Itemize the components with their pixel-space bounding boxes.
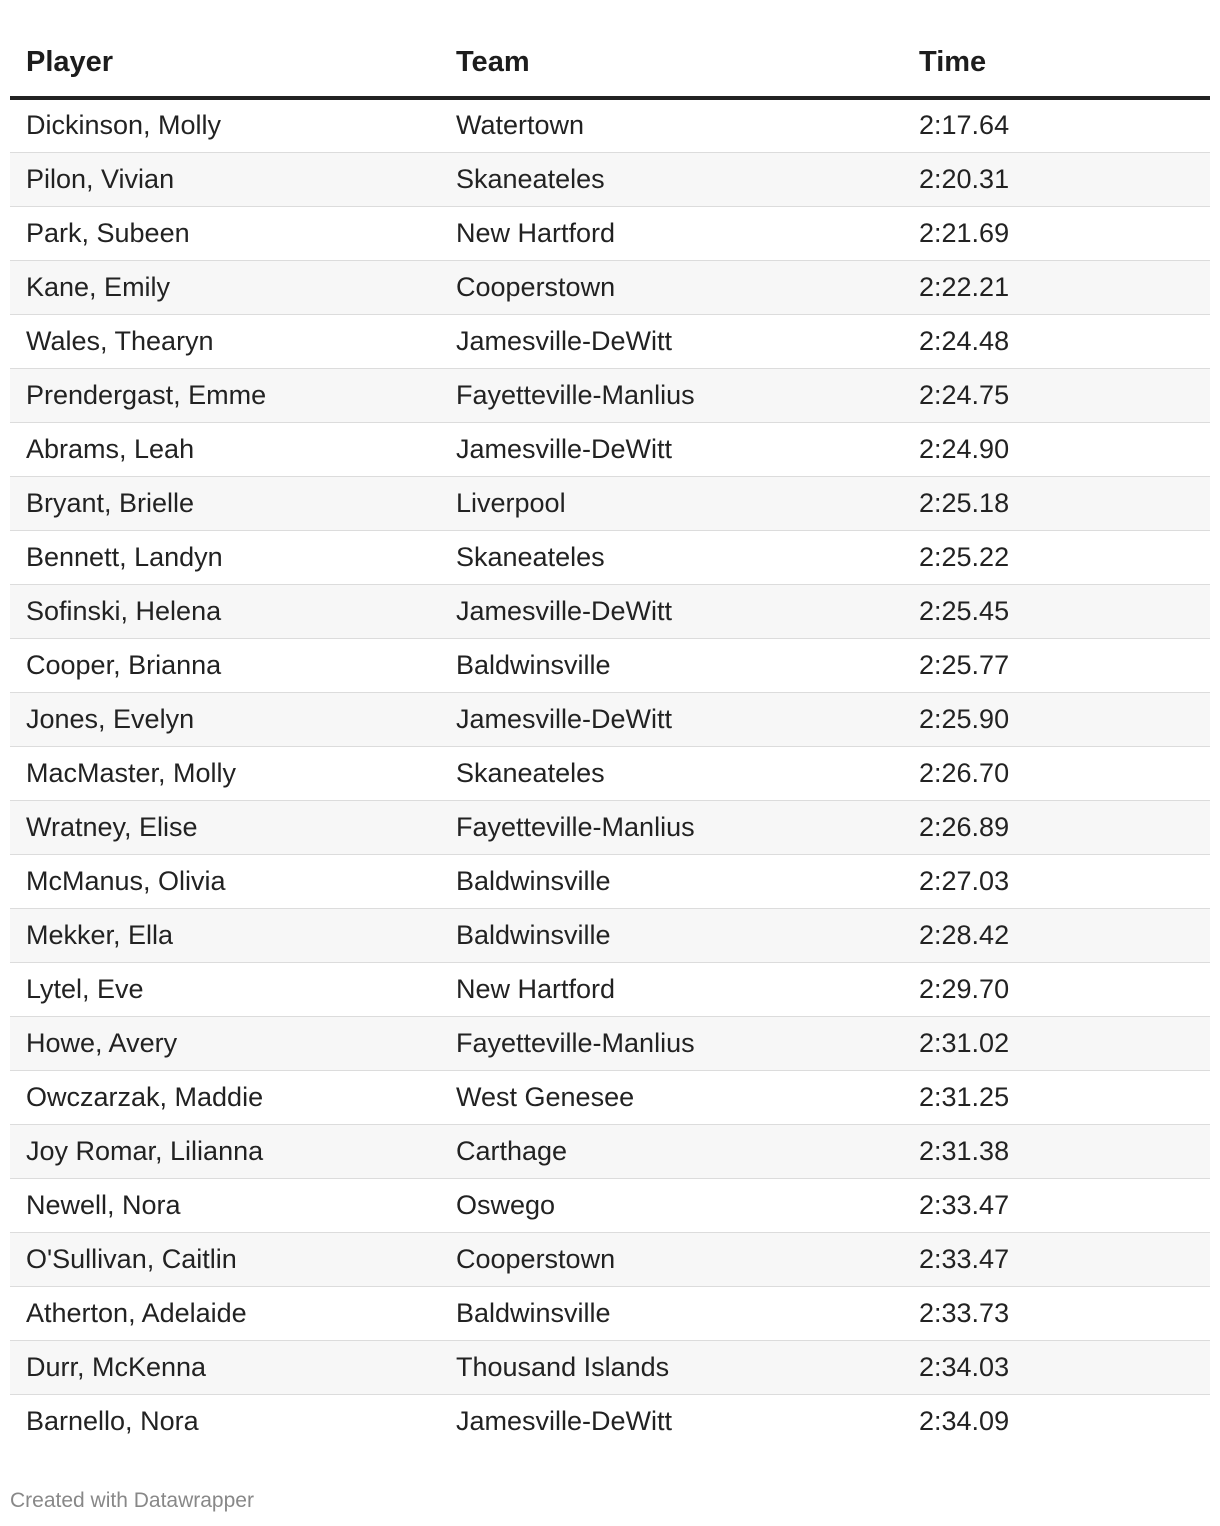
team-cell: Jamesville-DeWitt	[440, 314, 903, 368]
player-cell: Park, Subeen	[10, 206, 440, 260]
time-cell: 2:25.77	[903, 638, 1210, 692]
player-cell: Mekker, Ella	[10, 908, 440, 962]
table-body	[10, 98, 1210, 1448]
team-cell: Thousand Islands	[440, 1340, 903, 1394]
table-row	[10, 1070, 1210, 1124]
time-cell: 2:24.90	[903, 422, 1210, 476]
team-cell: Oswego	[440, 1178, 903, 1232]
time-cell: 2:31.02	[903, 1016, 1210, 1070]
table-row	[10, 368, 1210, 422]
team-cell: Fayetteville-Manlius	[440, 1016, 903, 1070]
table-row	[10, 746, 1210, 800]
team-cell: Skaneateles	[440, 530, 903, 584]
team-cell: Skaneateles	[440, 152, 903, 206]
player-cell: Wales, Thearyn	[10, 314, 440, 368]
table-row	[10, 152, 1210, 206]
time-cell: 2:27.03	[903, 854, 1210, 908]
table-row	[10, 962, 1210, 1016]
table-row	[10, 1286, 1210, 1340]
column-header-player[interactable]: Player	[10, 28, 440, 98]
player-cell: MacMaster, Molly	[10, 746, 440, 800]
team-cell: Jamesville-DeWitt	[456, 1405, 673, 1436]
time-cell: 2:26.70	[903, 746, 1210, 800]
team-cell: Cooperstown	[440, 260, 903, 314]
column-header-team[interactable]: Team	[440, 28, 903, 98]
player-cell: Owczarzak, Maddie	[10, 1070, 440, 1124]
header-row	[10, 28, 1210, 98]
results-table	[10, 28, 1210, 1448]
player-cell: Howe, Avery	[10, 1016, 440, 1070]
team-cell: New Hartford	[440, 206, 903, 260]
player-cell: Atherton, Adelaide	[10, 1286, 440, 1340]
team-cell: Carthage	[440, 1124, 903, 1178]
table-row	[10, 854, 1210, 908]
table-row	[10, 800, 1210, 854]
team-cell: Jamesville-DeWitt	[440, 422, 903, 476]
time-cell: 2:34.09	[919, 1405, 1010, 1436]
table-row	[10, 1232, 1210, 1286]
player-cell: Cooper, Brianna	[10, 638, 440, 692]
team-cell: Jamesville-DeWitt	[440, 692, 903, 746]
time-cell: 2:28.42	[903, 908, 1210, 962]
team-cell: Fayetteville-Manlius	[440, 368, 903, 422]
player-cell: Jones, Evelyn	[10, 692, 440, 746]
time-cell: 2:20.31	[903, 152, 1210, 206]
player-cell: Pilon, Vivian	[10, 152, 440, 206]
player-cell: Kane, Emily	[10, 260, 440, 314]
time-cell: 2:25.18	[903, 476, 1210, 530]
table-header	[10, 28, 1210, 98]
table-row	[10, 1340, 1210, 1394]
table-row	[10, 476, 1210, 530]
time-cell: 2:33.73	[903, 1286, 1210, 1340]
player-cell: Lytel, Eve	[10, 962, 440, 1016]
player-cell: Durr, McKenna	[10, 1340, 440, 1394]
player-cell: O'Sullivan, Caitlin	[10, 1232, 440, 1286]
datawrapper-credit: Created with Datawrapper	[10, 1489, 254, 1512]
time-cell: 2:25.45	[903, 584, 1210, 638]
time-cell: 2:34.03	[903, 1340, 1210, 1394]
time-cell: 2:33.47	[903, 1232, 1210, 1286]
team-cell: Jamesville-DeWitt	[440, 584, 903, 638]
table-row	[10, 692, 1210, 746]
table-row	[10, 98, 1210, 152]
time-cell: 2:21.69	[903, 206, 1210, 260]
player-cell: Newell, Nora	[10, 1178, 440, 1232]
team-cell: Baldwinsville	[440, 908, 903, 962]
player-cell: Sofinski, Helena	[10, 584, 440, 638]
time-cell: 2:24.75	[903, 368, 1210, 422]
player-cell: Barnello, Nora	[26, 1405, 199, 1436]
player-cell: Joy Romar, Lilianna	[10, 1124, 440, 1178]
table-row	[10, 584, 1210, 638]
time-cell: 2:31.38	[903, 1124, 1210, 1178]
time-cell: 2:26.89	[903, 800, 1210, 854]
time-cell: 2:22.21	[903, 260, 1210, 314]
player-cell: Dickinson, Molly	[10, 98, 440, 152]
team-cell: Watertown	[440, 98, 903, 152]
table-row	[10, 314, 1210, 368]
table-row	[10, 530, 1210, 584]
player-cell: Prendergast, Emme	[10, 368, 440, 422]
time-cell: 2:29.70	[903, 962, 1210, 1016]
table-row	[10, 638, 1210, 692]
table-row	[10, 908, 1210, 962]
team-cell: Liverpool	[440, 476, 903, 530]
player-cell: McManus, Olivia	[10, 854, 440, 908]
results-table-container	[10, 28, 1210, 1448]
time-cell: 2:25.22	[903, 530, 1210, 584]
player-cell: Wratney, Elise	[10, 800, 440, 854]
table-row	[10, 260, 1210, 314]
table-row	[10, 206, 1210, 260]
table-row	[10, 422, 1210, 476]
team-cell: Cooperstown	[440, 1232, 903, 1286]
player-cell: Bennett, Landyn	[10, 530, 440, 584]
player-cell: Abrams, Leah	[10, 422, 440, 476]
time-cell: 2:25.90	[903, 692, 1210, 746]
team-cell: Fayetteville-Manlius	[440, 800, 903, 854]
team-cell: Baldwinsville	[440, 1286, 903, 1340]
team-cell: Skaneateles	[440, 746, 903, 800]
time-cell: 2:33.47	[903, 1178, 1210, 1232]
table-row	[10, 1178, 1210, 1232]
table-row	[10, 1016, 1210, 1070]
team-cell: Baldwinsville	[440, 854, 903, 908]
column-header-time[interactable]: Time	[903, 28, 1210, 98]
time-cell: 2:31.25	[903, 1070, 1210, 1124]
time-cell: 2:17.64	[903, 98, 1210, 152]
table-row	[10, 1124, 1210, 1178]
player-cell: Bryant, Brielle	[10, 476, 440, 530]
team-cell: New Hartford	[440, 962, 903, 1016]
table-row	[10, 1394, 1210, 1448]
team-cell: West Genesee	[440, 1070, 903, 1124]
time-cell: 2:24.48	[903, 314, 1210, 368]
team-cell: Baldwinsville	[440, 638, 903, 692]
